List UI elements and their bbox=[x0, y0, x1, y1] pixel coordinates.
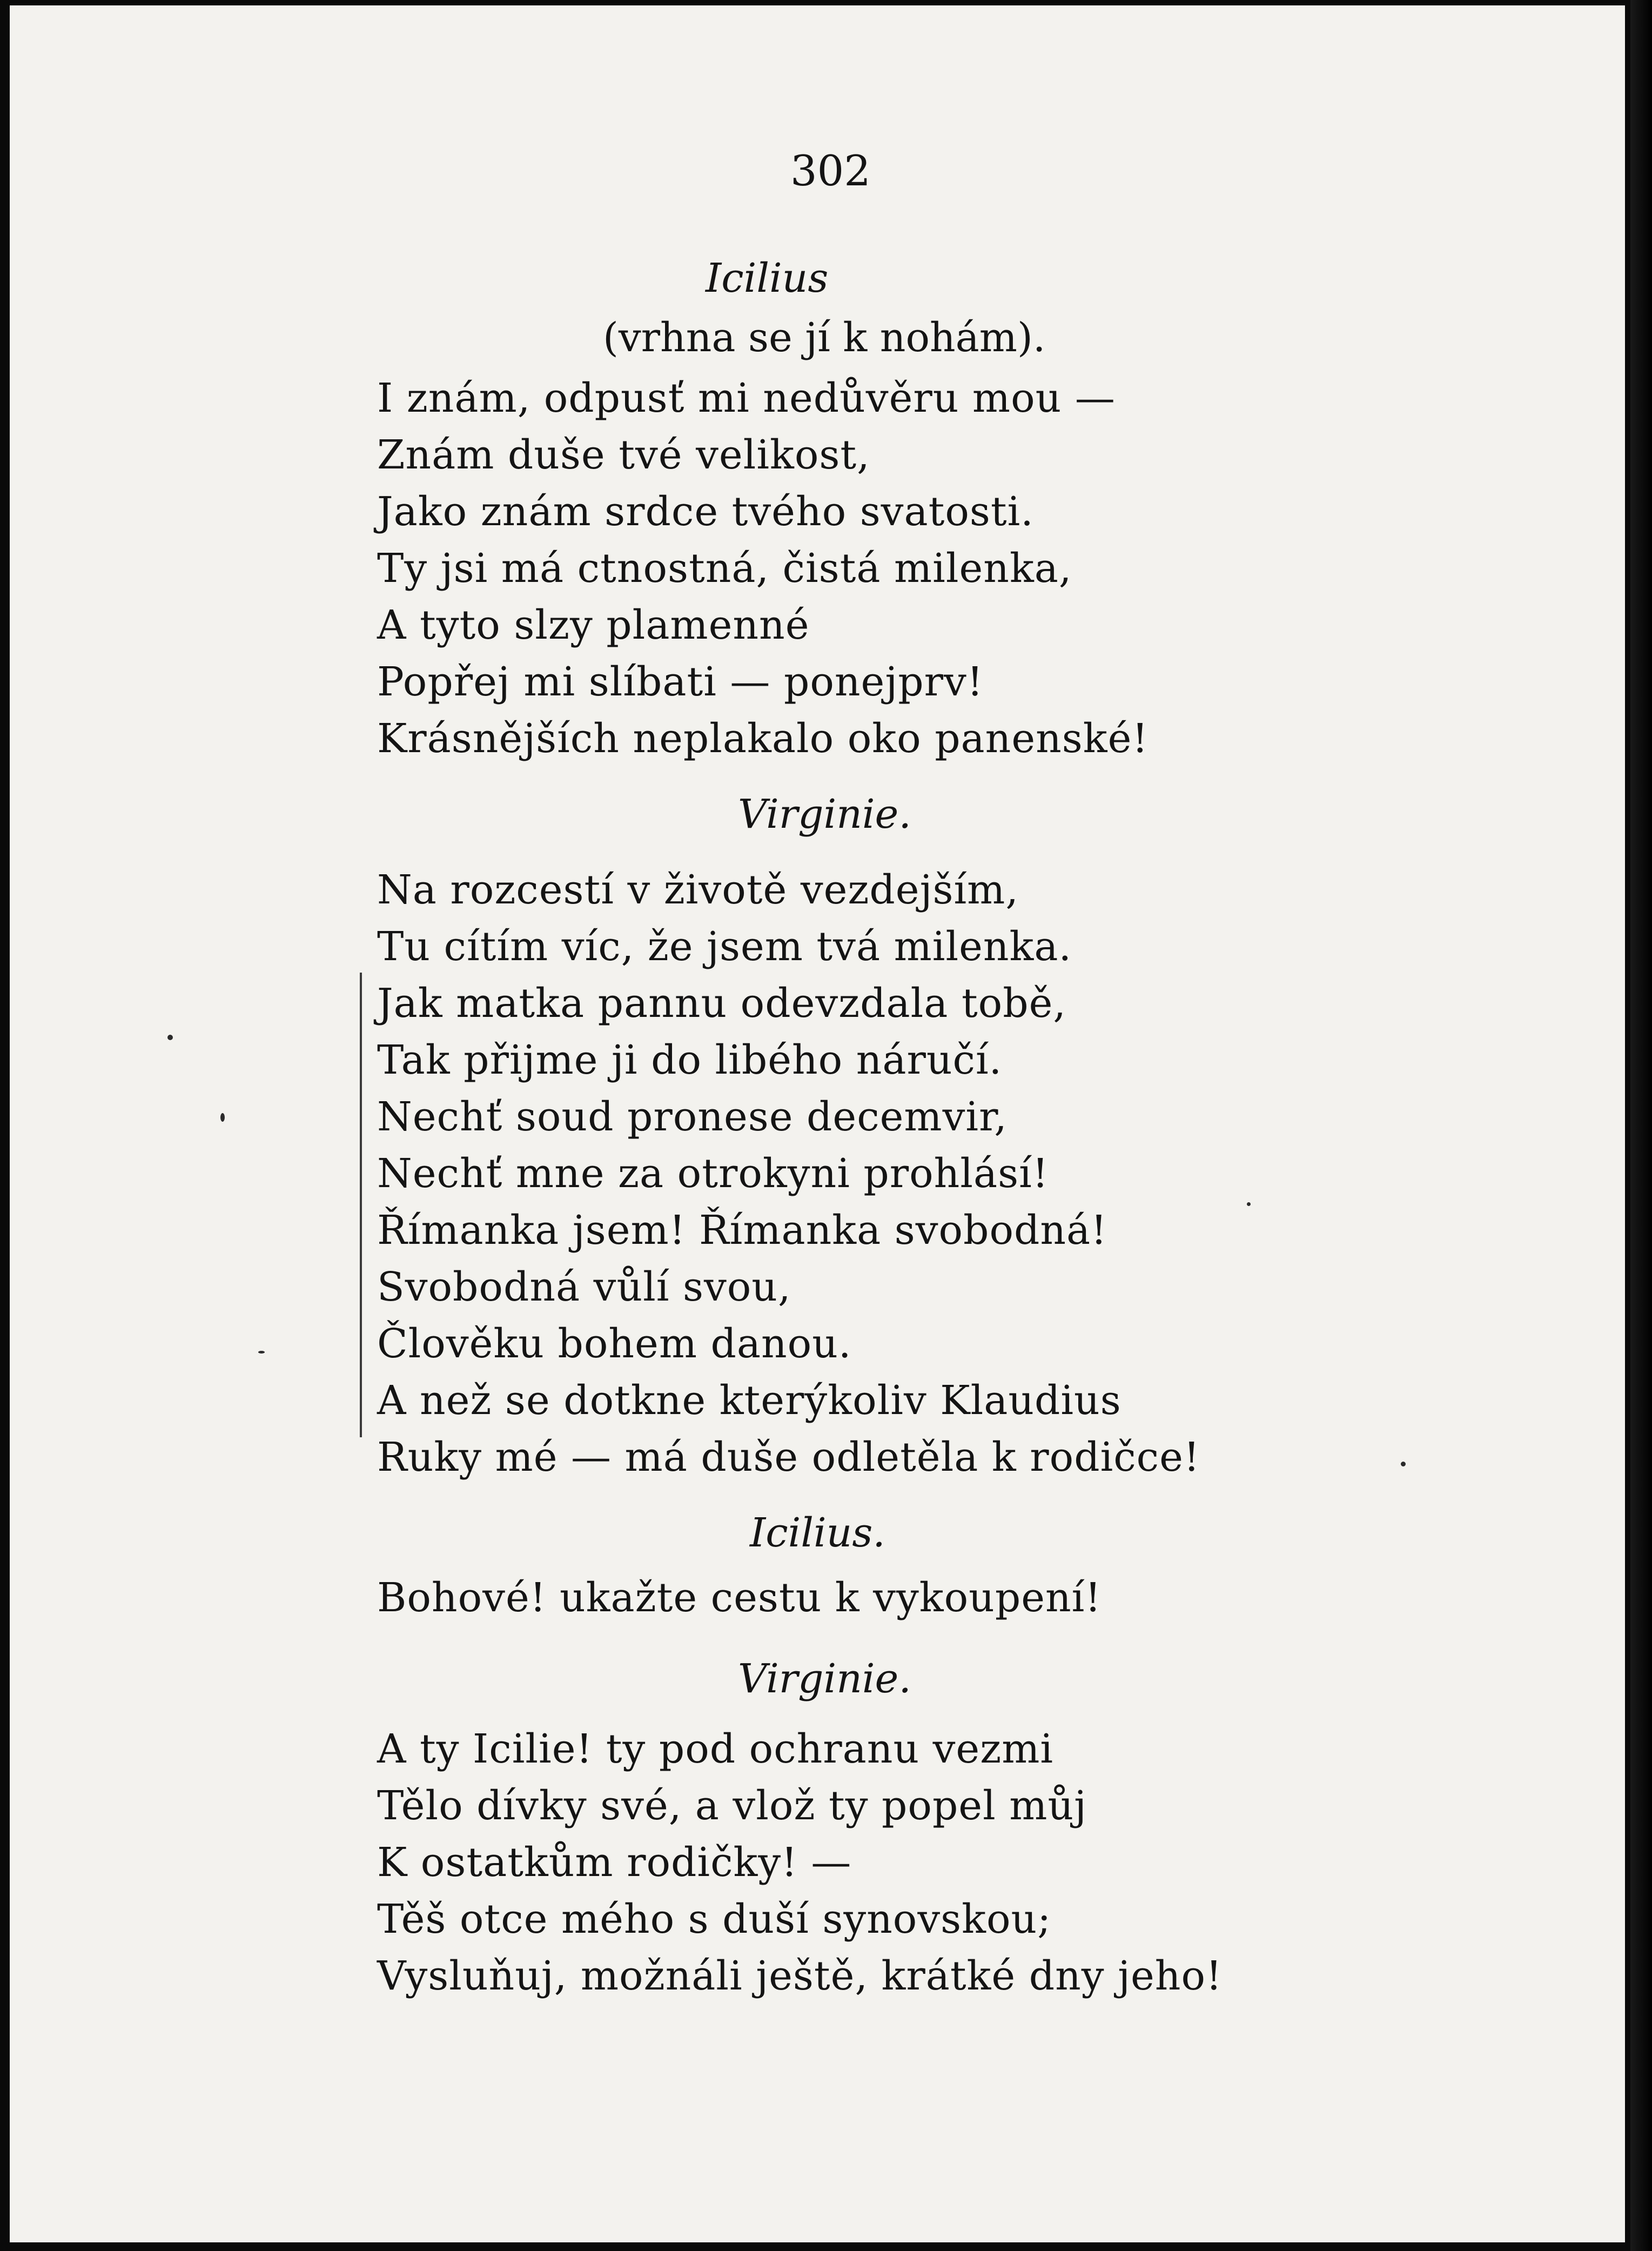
verse-line: Jako znám srdce tvého svatosti. bbox=[377, 488, 1034, 535]
scan-edge bbox=[1630, 0, 1652, 2251]
verse-line: Římanka jsem! Římanka svobodná! bbox=[377, 1207, 1107, 1254]
verse-line: Jak matka pannu odevzdala tobě, bbox=[377, 980, 1066, 1027]
verse-line: Bohové! ukažte cestu k vykoupení! bbox=[377, 1575, 1102, 1621]
verse-line: Tělo dívky své, a vlož ty popel můj bbox=[377, 1783, 1087, 1829]
verse-line: Vysluňuj, možnáli ještě, krátké dny jeho! bbox=[377, 1953, 1223, 1999]
verse-line: Tu cítím víc, že jsem tvá milenka. bbox=[377, 923, 1072, 970]
verse-line: Popřej mi slíbati — ponejprv! bbox=[377, 659, 984, 705]
verse-line: Ruky mé — má duše odletěla k rodičce! bbox=[377, 1434, 1200, 1480]
ink-speck bbox=[258, 1351, 265, 1354]
speaker-name: Icilius. bbox=[750, 1510, 885, 1556]
verse-line: Nechť mne za otrokyni prohlásí! bbox=[377, 1150, 1049, 1197]
speaker-name: Virginie. bbox=[738, 1656, 911, 1702]
page-number: 302 bbox=[790, 147, 871, 196]
stage-direction: (vrhna se jí k nohám). bbox=[603, 314, 1046, 361]
verse-line: Ty jsi má ctnostná, čistá milenka, bbox=[377, 545, 1072, 592]
verse-line: A tyto slzy plamenné bbox=[377, 602, 810, 648]
margin-rule bbox=[360, 973, 362, 1437]
verse-line: Na rozcestí v životě vezdejším, bbox=[377, 867, 1019, 913]
speaker-name: Virginie. bbox=[738, 791, 911, 838]
ink-speck bbox=[1247, 1202, 1251, 1206]
ink-speck bbox=[220, 1113, 225, 1122]
ink-speck bbox=[1401, 1462, 1406, 1466]
book-page bbox=[10, 5, 1625, 2242]
verse-line: A ty Icilie! ty pod ochranu vezmi bbox=[377, 1726, 1054, 1772]
verse-line: Svobodná vůlí svou, bbox=[377, 1264, 791, 1310]
verse-line: Člověku bohem danou. bbox=[377, 1321, 852, 1367]
verse-line: A než se dotkne kterýkoliv Klaudius bbox=[377, 1377, 1122, 1424]
verse-line: Znám duše tvé velikost, bbox=[377, 432, 870, 478]
verse-line: Tak přijme ji do libého náručí. bbox=[377, 1037, 1003, 1083]
speaker-name: Icilius bbox=[706, 255, 829, 302]
ink-speck bbox=[167, 1035, 173, 1040]
verse-line: Nechť soud pronese decemvir, bbox=[377, 1094, 1008, 1140]
verse-line: K ostatkům rodičky! — bbox=[377, 1839, 852, 1886]
verse-line: Těš otce mého s duší synovskou; bbox=[377, 1896, 1052, 1942]
verse-line: Krásnějších neplakalo oko panenské! bbox=[377, 715, 1149, 762]
verse-line: I znám, odpusť mi nedůvěru mou — bbox=[377, 375, 1116, 421]
